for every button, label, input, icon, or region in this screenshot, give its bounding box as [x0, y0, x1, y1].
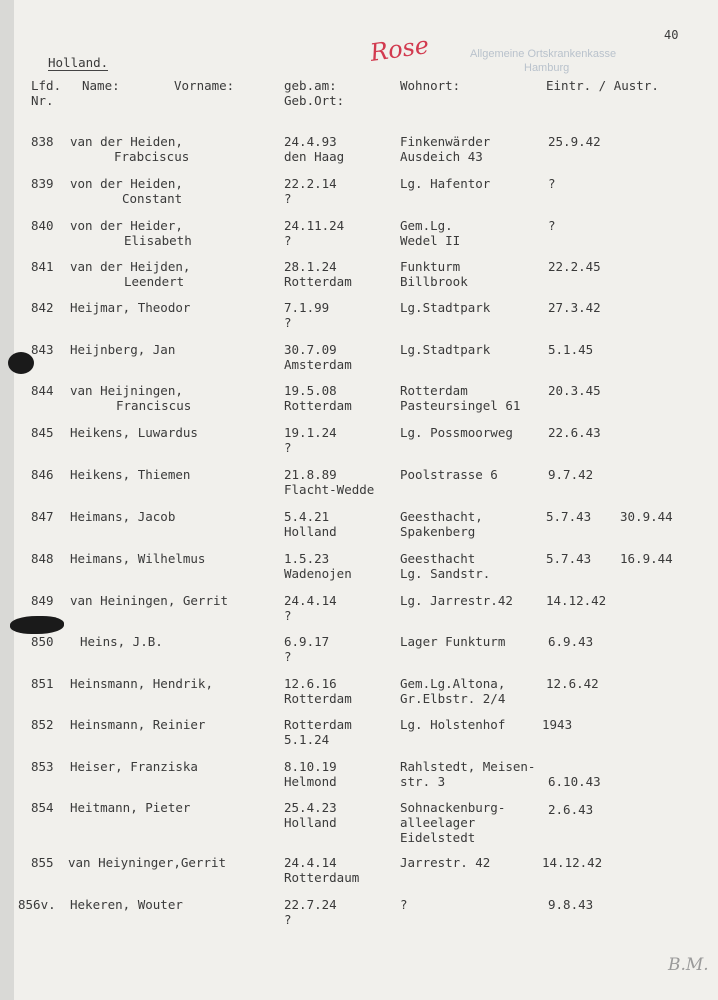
entry-date: 6.9.43: [548, 634, 594, 649]
faded-stamp-line-2: Hamburg: [524, 62, 570, 74]
entry-birth-date: 22.7.24: [284, 897, 337, 912]
entry-name: Heimans, Wilhelmus: [70, 551, 206, 566]
entry-name: Hekeren, Wouter: [70, 897, 183, 912]
entry-name: Heitmann, Pieter: [70, 800, 191, 815]
header-geb-ort: Geb.Ort:: [284, 93, 345, 108]
country-heading: Holland.: [48, 55, 109, 70]
entry-residence: Lg. Jarrestr.42: [400, 593, 513, 608]
entry-date: 5.7.43: [546, 551, 592, 566]
entry-residence: Geesthacht,: [400, 509, 483, 524]
entry-birth-date: 5.4.21: [284, 509, 330, 524]
entry-birth-place: den Haag: [284, 149, 345, 164]
entry-residence: Finkenwärder: [400, 134, 491, 149]
header-name: Name:: [82, 78, 120, 93]
entry-birth-date: 1.5.23: [284, 551, 330, 566]
entry-birth-place: Rotterdam: [284, 274, 352, 289]
entry-residence: Lager Funkturm: [400, 634, 506, 649]
entry-number: 849: [31, 593, 54, 608]
entry-date: 14.12.42: [542, 855, 603, 870]
entry-birth-date: 28.1.24: [284, 259, 337, 274]
entry-number: 846: [31, 467, 54, 482]
entry-number: 838: [31, 134, 54, 149]
entry-date: 12.6.42: [546, 676, 599, 691]
entry-birth-place: Amsterdam: [284, 357, 352, 372]
entry-birth-place: ?: [284, 191, 292, 206]
entry-birth-place: Holland: [284, 524, 337, 539]
entry-birth-date: 19.5.08: [284, 383, 337, 398]
entry-name: Heimans, Jacob: [70, 509, 176, 524]
entry-name: van der Heijden,: [70, 259, 191, 274]
entry-name: Heijmar, Theodor: [70, 300, 191, 315]
entry-birth-place: ?: [284, 233, 292, 248]
entry-birth-place: ?: [284, 315, 292, 330]
entry-vorname: Franciscus: [116, 398, 192, 413]
entry-residence: Lg. Hafentor: [400, 176, 491, 191]
entry-birth-place: Wadenojen: [284, 566, 352, 581]
entry-birth-place: ?: [284, 608, 292, 623]
entry-date: 9.8.43: [548, 897, 594, 912]
entry-name: Heijnberg, Jan: [70, 342, 176, 357]
entry-name: Heikens, Luwardus: [70, 425, 198, 440]
entry-vorname: Elisabeth: [124, 233, 192, 248]
entry-birth-place: 5.1.24: [284, 732, 330, 747]
document-page: [14, 0, 718, 1000]
entry-name: Heins, J.B.: [80, 634, 163, 649]
entry-birth-date: 22.2.14: [284, 176, 337, 191]
entry-vorname: Frabciscus: [114, 149, 190, 164]
entry-date: ?: [548, 218, 556, 233]
entry-date: 9.7.42: [548, 467, 594, 482]
entry-birth-date: 7.1.99: [284, 300, 330, 315]
entry-name: van Heiningen, Gerrit: [70, 593, 229, 608]
entry-date: 22.2.45: [548, 259, 601, 274]
header-vorname: Vorname:: [174, 78, 235, 93]
entry-residence: Geesthacht: [400, 551, 476, 566]
entry-date: 14.12.42: [546, 593, 607, 608]
entry-name: von der Heider,: [70, 218, 183, 233]
entry-residence-line-2: Gr.Elbstr. 2/4: [400, 691, 506, 706]
header-geb-am: geb.am:: [284, 78, 337, 93]
ink-blot: [10, 616, 64, 634]
entry-number: 842: [31, 300, 54, 315]
entry-number: 853: [31, 759, 54, 774]
entry-residence: Sohnackenburg-: [400, 800, 506, 815]
entry-date: 5.1.45: [548, 342, 594, 357]
entry-residence: Lg.Stadtpark: [400, 342, 491, 357]
header-lfd: Lfd.: [31, 78, 62, 93]
entry-birth-date: 24.4.14: [284, 593, 337, 608]
entry-birth-place: ?: [284, 912, 292, 927]
entry-name: van Heijningen,: [70, 383, 183, 398]
entry-name: Heinsmann, Hendrik,: [70, 676, 213, 691]
entry-name: Heinsmann, Reinier: [70, 717, 206, 732]
entry-number: 845: [31, 425, 54, 440]
entry-date: 2.6.43: [548, 802, 594, 817]
entry-birth-place: Rotterdam: [284, 398, 352, 413]
entry-residence-line-2: alleelager: [400, 815, 476, 830]
entry-number: 851: [31, 676, 54, 691]
entry-date: 22.6.43: [548, 425, 601, 440]
entry-birth-place: ?: [284, 649, 292, 664]
entry-birth-place: Rotterdaum: [284, 870, 360, 885]
entry-vorname: Leendert: [124, 274, 185, 289]
entry-birth-date: 19.1.24: [284, 425, 337, 440]
header-wohnort: Wohnort:: [400, 78, 461, 93]
entry-number: 855: [31, 855, 54, 870]
entry-birth-place: ?: [284, 440, 292, 455]
entry-residence-line-2: str. 3: [400, 774, 446, 789]
entry-birth-date: 12.6.16: [284, 676, 337, 691]
entry-birth-place: Helmond: [284, 774, 337, 789]
exit-date: 16.9.44: [620, 551, 673, 566]
entry-name: van Heiyninger,Gerrit: [68, 855, 227, 870]
entry-name: von der Heiden,: [70, 176, 183, 191]
entry-residence: Lg. Possmoorweg: [400, 425, 513, 440]
entry-number: 848: [31, 551, 54, 566]
entry-residence-line-2: Billbrook: [400, 274, 468, 289]
entry-residence: ?: [400, 897, 408, 912]
entry-birth-place: Holland: [284, 815, 337, 830]
entry-date: 1943: [542, 717, 573, 732]
entry-birth-date: 24.4.14: [284, 855, 337, 870]
entry-date: ?: [548, 176, 556, 191]
entry-residence: Gem.Lg.Altona,: [400, 676, 506, 691]
entry-birth-date: 24.11.24: [284, 218, 345, 233]
entry-date: 20.3.45: [548, 383, 601, 398]
entry-residence: Jarrestr. 42: [400, 855, 491, 870]
entry-residence: Poolstrasse 6: [400, 467, 498, 482]
entry-number: 852: [31, 717, 54, 732]
entry-residence-line-2: Spakenberg: [400, 524, 476, 539]
entry-residence: Gem.Lg.: [400, 218, 453, 233]
entry-residence: Funkturm: [400, 259, 461, 274]
entry-vorname: Constant: [122, 191, 183, 206]
entry-date: 5.7.43: [546, 509, 592, 524]
faded-stamp-line-1: Allgemeine Ortskrankenkasse: [470, 48, 617, 60]
page-number: 40: [664, 28, 679, 42]
entry-residence-line-3: Eidelstedt: [400, 830, 476, 845]
entry-residence-line-2: Wedel II: [400, 233, 461, 248]
entry-residence: Lg. Holstenhof: [400, 717, 506, 732]
entry-residence-line-2: Ausdeich 43: [400, 149, 483, 164]
entry-number: 840: [31, 218, 54, 233]
entry-number: 856v.: [18, 897, 56, 912]
ink-blot: [8, 352, 34, 374]
entry-name: Heikens, Thiemen: [70, 467, 191, 482]
header-eintr-austr: Eintr. / Austr.: [546, 78, 659, 93]
entry-residence: Rahlstedt, Meisen-: [400, 759, 536, 774]
entry-birth-place: Flacht-Wedde: [284, 482, 375, 497]
entry-birth-date: 21.8.89: [284, 467, 337, 482]
entry-date: 6.10.43: [548, 774, 601, 789]
entry-name: van der Heiden,: [70, 134, 183, 149]
entry-birth-date: 25.4.23: [284, 800, 337, 815]
entry-date: 25.9.42: [548, 134, 601, 149]
red-signature: Rose: [368, 31, 431, 67]
entry-birth-date: 24.4.93: [284, 134, 337, 149]
entry-residence: Lg.Stadtpark: [400, 300, 491, 315]
entry-number: 844: [31, 383, 54, 398]
entry-birth-date: 6.9.17: [284, 634, 330, 649]
header-nr: Nr.: [31, 93, 54, 108]
entry-birth-date: 30.7.09: [284, 342, 337, 357]
entry-date: 27.3.42: [548, 300, 601, 315]
entry-number: 847: [31, 509, 54, 524]
entry-name: Heiser, Franziska: [70, 759, 198, 774]
entry-birth-place: Rotterdam: [284, 691, 352, 706]
entry-number: 841: [31, 259, 54, 274]
entry-number: 843: [31, 342, 54, 357]
entry-birth-date: 8.10.19: [284, 759, 337, 774]
exit-date: 30.9.44: [620, 509, 673, 524]
entry-number: 850: [31, 634, 54, 649]
entry-number: 839: [31, 176, 54, 191]
entry-residence-line-2: Lg. Sandstr.: [400, 566, 491, 581]
entry-residence-line-2: Pasteursingel 61: [400, 398, 521, 413]
entry-birth-date: Rotterdam: [284, 717, 352, 732]
entry-number: 854: [31, 800, 54, 815]
entry-residence: Rotterdam: [400, 383, 468, 398]
pencil-initials: B.M.: [668, 955, 709, 975]
